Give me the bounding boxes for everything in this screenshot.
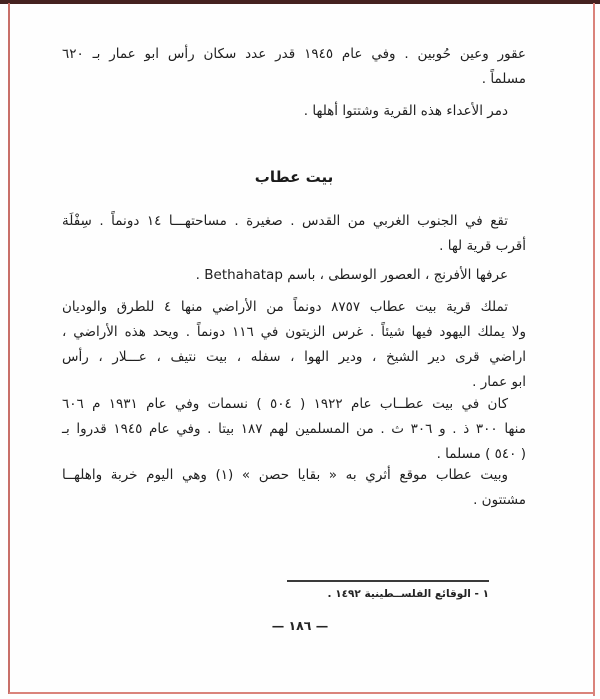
text-line: ولا يملك اليهود فيها شيئاً . غرس الزيتون في ١١٦ دونماً . ويحد هذه الأراضي ، [62,324,526,340]
paragraph-population [62,392,526,467]
footnote: ١ - الوقائع الفلســطينية ١٤٩٢ . [327,588,489,600]
paragraph-lands [62,295,526,395]
paragraph-crusader-name [62,263,526,288]
text-line: وبيت عطاب موقع أثري به « بقايا حصن » (١) وهي اليوم خربة واهلهــا [62,467,508,483]
text-line: عقور وعين حُوبين . وفي عام ١٩٤٥ قدر عدد سكان رأس ابو عمار بـ ٦٢٠ [62,46,526,62]
paragraph-destroyed [62,99,526,124]
text-line: مسلماً . [481,71,526,87]
page-number: — ١٨٦ — [271,618,329,633]
text-line: منها ٣٠٠ ذ . و ٣٠٦ ث . من المسلمين لهم ١٨٧ بيتا . وفي عام ١٩٤٥ قدروا بـ [62,421,526,437]
scan-edge-left [8,3,10,694]
text-line: عرفها الأفرنج ، العصور الوسطى ، باسم Bethahatap . [195,267,508,283]
paragraph-continuation [62,42,526,92]
text-line: مشتتون . [473,492,526,508]
text-line: اراضي قرى دير الشيخ ، ودير الهوا ، سفله ، بيت نتيف ، عـــلار ، رأس [62,349,526,365]
scan-edge-right [593,3,595,696]
text-line: ( ٥٤٠ ) مسلما . [436,446,526,462]
text-line: كان في بيت عطــاب عام ١٩٢٢ ( ٥٠٤ ) نسمات وفي عام ١٩٣١ م ٦٠٦ [62,396,509,412]
text-line: دمر الأعداء هذه القرية وشتتوا أهلها . [303,103,508,119]
text-line: تقع في الجنوب الغربي من القدس . صغيرة . مساحتهـــا ١٤ دونماً . سِفْلَة [62,213,508,229]
footnote-separator [287,580,489,582]
text-line: أقرب قرية لها . [439,238,526,254]
text-line: تملك قرية بيت عطاب ٨٧٥٧ دونماً من الأراضي منها ٤ للطرق والوديان [62,299,508,315]
text-line: ابو عمار . [472,374,526,390]
footnote-block [287,580,489,601]
paragraph-location [62,209,526,259]
paragraph-ruins [62,463,526,513]
section-heading: بيت عطاب [254,168,334,186]
